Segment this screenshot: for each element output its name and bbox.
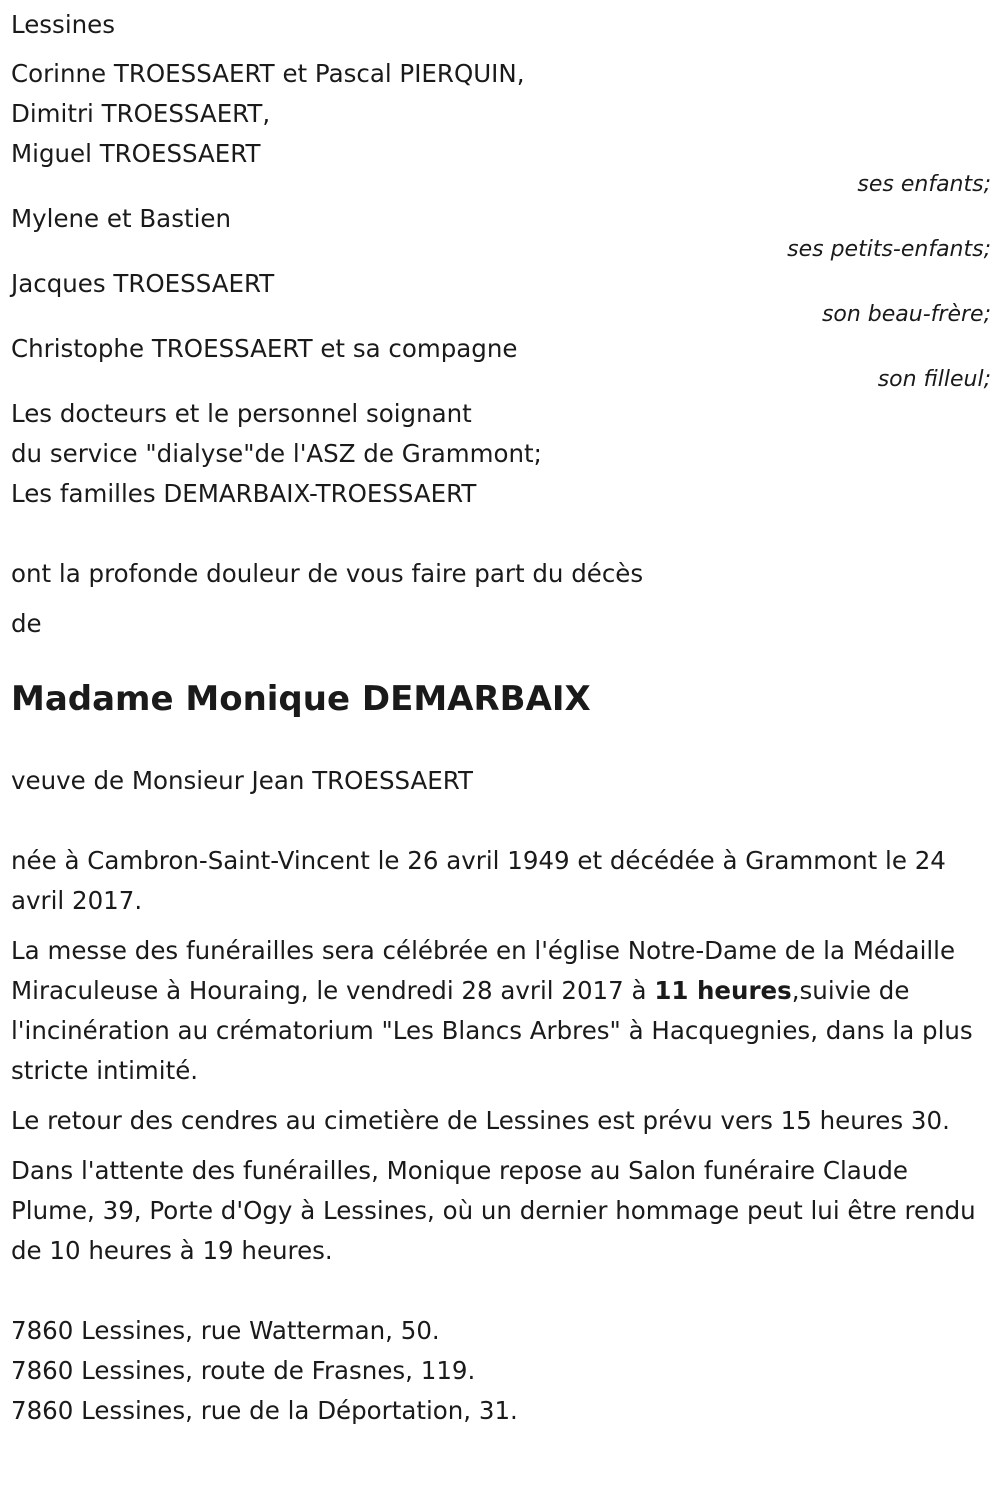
relation-label: ses petits-enfants; — [787, 237, 991, 262]
relation-label: ses enfants; — [857, 172, 991, 197]
announcement-de: de — [11, 609, 42, 638]
grandchildren-names: Mylene et Bastien — [11, 204, 231, 233]
obituary-notice — [11, 0, 991, 1431]
born-died: née à Cambron-Saint-Vincent le 26 avril 1949 et décédée à Grammont le 24 avril 2017. — [11, 846, 946, 915]
others-line: Les docteurs et le personnel soignant — [11, 399, 472, 428]
funeral-time: 11 heures — [654, 976, 792, 1005]
resting-place: Dans l'attente des funérailles, Monique repose au Salon funéraire Claude Plume, 39, Porte d'Ogy à Lessines, où un dernier hommage peut lui être rendu de 10 heures à 19 heures. — [11, 1156, 976, 1265]
brother-in-law-name: Jacques TROESSAERT — [11, 269, 275, 298]
deceased-name: Madame Monique DEMARBAIX — [11, 679, 591, 719]
funeral-text-before: La messe des funérailles sera célébrée en l'église Notre-Dame de la Médaille Miraculeuse à Houraing, le vendredi 28 avril 2017 à — [11, 936, 956, 1005]
others-block — [11, 394, 991, 514]
relation-label: son beau-frère; — [821, 302, 991, 327]
child-name: Miguel TROESSAERT — [11, 139, 261, 168]
godson-block — [11, 329, 991, 391]
others-line: du service "dialyse"de l'ASZ de Grammont; — [11, 439, 542, 468]
address-line: 7860 Lessines, route de Frasnes, 119. — [11, 1356, 476, 1385]
godson-name: Christophe TROESSAERT et sa compagne — [11, 334, 518, 363]
relation-label: son filleul; — [877, 367, 991, 392]
address-line: 7860 Lessines, rue de la Déportation, 31. — [11, 1396, 518, 1425]
others-line: Les familles DEMARBAIX-TROESSAERT — [11, 479, 477, 508]
address-line: 7860 Lessines, rue Watterman, 50. — [11, 1316, 440, 1345]
widow-of: veuve de Monsieur Jean TROESSAERT — [11, 766, 473, 795]
announcement: ont la profonde douleur de vous faire part du décès — [11, 559, 644, 588]
city: Lessines — [11, 10, 115, 39]
funeral-text-after: ,suivie de l'incinération au crématorium "Les Blancs Arbres" à Hacquegnies, dans la plus stricte intimité. — [11, 976, 973, 1085]
funeral-details — [11, 931, 991, 1091]
child-name: Corinne TROESSAERT et Pascal PIERQUIN, — [11, 59, 525, 88]
child-name: Dimitri TROESSAERT, — [11, 99, 271, 128]
grandchildren-block — [11, 199, 991, 261]
ashes-return: Le retour des cendres au cimetière de Lessines est prévu vers 15 heures 30. — [11, 1106, 950, 1135]
brother-in-law-block — [11, 264, 991, 326]
children-block — [11, 54, 991, 196]
addresses-block — [11, 1311, 991, 1431]
